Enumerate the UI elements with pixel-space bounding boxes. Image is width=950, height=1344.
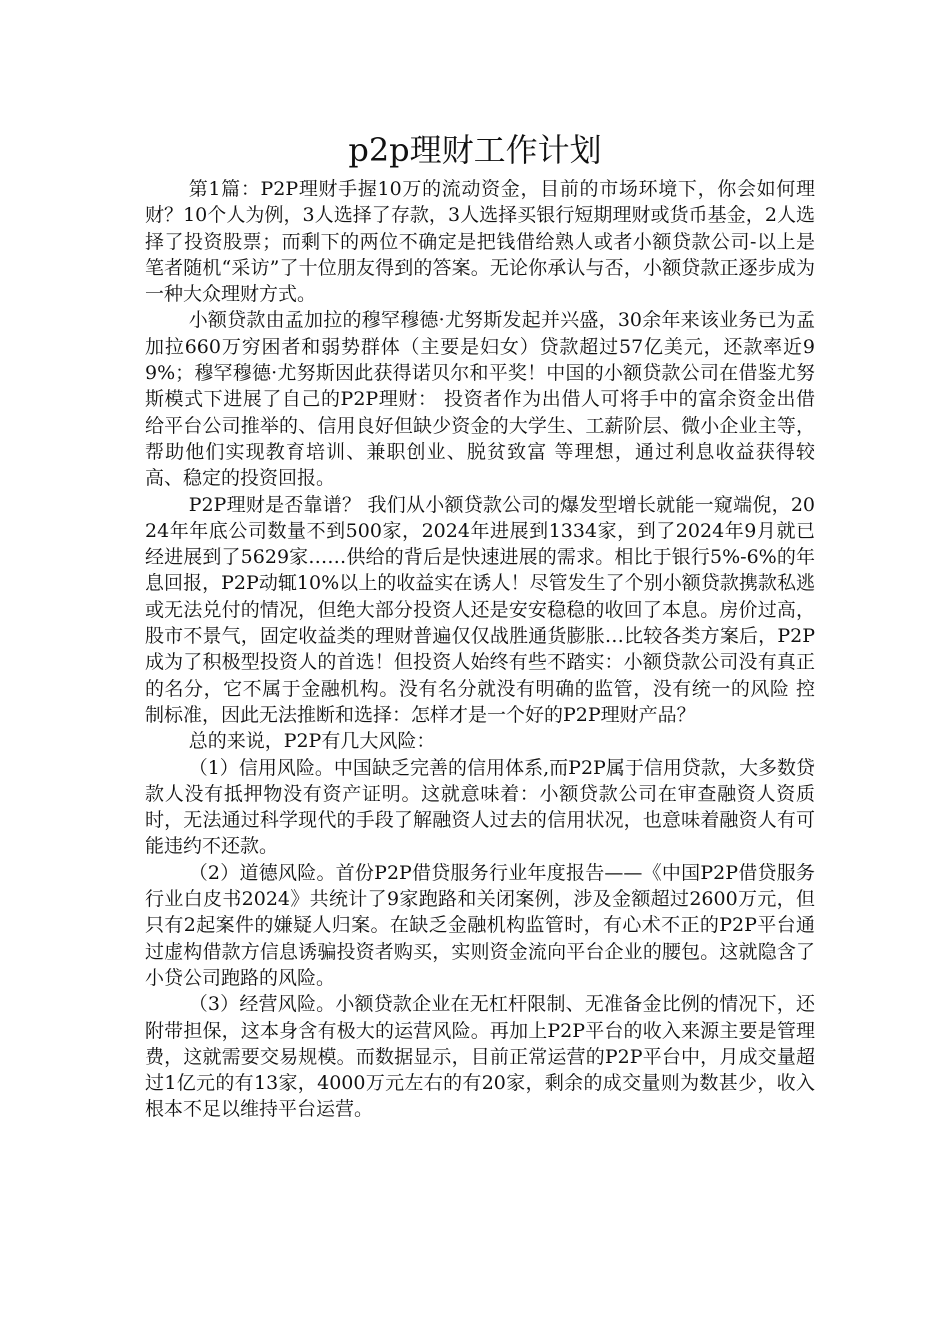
paragraph-operational-risk: （3）经营风险。小额贷款企业在无杠杆限制、无准备金比例的情况下，还附带担保，这本身含有极大的运营风险。再加上P2P平台的收入来源主要是管理费，这就需要交易规模。而数据显示，目前正常运营的P2P平台中，月成交量超过1亿元的有13家，4000万元左右的有20家，剩余的成交量则为数甚少，收入根本不足以维持平台运营。 (145, 993, 815, 1121)
paragraph-credit-risk: （1）信用风险。中国缺乏完善的信用体系,而P2P属于信用贷款，大多数贷款人没有抵押物没有资产证明。这就意味着：小额贷款公司在审查融资人资质时，无法通过科学现代的手段了解融资人过去的信用状况，也意味着融资人有可能违约不还款。 (145, 756, 815, 858)
paragraph-reliability: P2P理财是否靠谱？ 我们从小额贷款公司的爆发型增长就能一窥端倪，2024年年底公司数量不到500家，2024年进展到1334家，到了2024年9月就已经进展到了5629家……供给的背后是快速进展的需求。相比于银行5%-6%的年息回报，P2P动辄10%以上的收益实在诱人！尽管发生了个别小额贷款携款私逃或无法兑付的情况，但绝大部分投资人还是安安稳稳的收回了本息。房价过高，股市不景气，固定收益类的理财普遍仅仅战胜通货膨胀…比较各类方案后，P2P成为了积极型投资人的首选！但投资人始终有些不踏实：小额贷款公司没有真正的名分，它不属于金融机构。没有名分就没有明确的监管，没有统一的风险 控制标准，因此无法推断和选择：怎样才是一个好的P2P理财产品？ (145, 493, 815, 726)
document-body (145, 176, 815, 1123)
paragraph-intro: 第1篇：P2P理财手握10万的流动资金，目前的市场环境下，你会如何理财？10个人为例，3人选择了存款，3人选择买银行短期理财或货币基金，2人选择了投资股票；而剩下的两位不确定是把钱借给熟人或者小额贷款公司-以上是笔者随机“采访”了十位朋友得到的答案。无论你承认与否，小额贷款正逐步成为一种大众理财方式。 (145, 178, 815, 306)
paragraph-risk-summary: 总的来说，P2P有几大风险： (188, 730, 436, 753)
paragraph-moral-risk: （2）道德风险。首份P2P借贷服务行业年度报告——《中国P2P借贷服务行业白皮书2024》共统计了9家跑路和关闭案例，涉及金额超过2600万元，但只有2起案件的嫌疑人归案。在缺乏金融机构监管时，有心术不正的P2P平台通过虚构借款方信息诱骗投资者购买，实则资金流向平台企业的腰包。这就隐含了小贷公司跑路的风险。 (145, 861, 815, 989)
paragraph-microloan-origin: 小额贷款由孟加拉的穆罕穆德·尤努斯发起并兴盛，30余年来该业务已为孟加拉660万穷困者和弱势群体（主要是妇女）贷款超过57亿美元，还款率近99%；穆罕穆德·尤努斯因此获得诺贝尔和平奖！中国的小额贷款公司在借鉴尤努斯模式下进展了自己的P2P理财： 投资者作为出借人可将手中的富余资金出借给平台公司推举的、信用良好但缺少资金的大学生、工薪阶层、微小企业主等，帮助他们实现教育培训、兼职创业、脱贫致富 等理想，通过利息收益获得较高、稳定的投资回报。 (145, 309, 815, 490)
document-title: p2p理财工作计划 (348, 131, 602, 169)
